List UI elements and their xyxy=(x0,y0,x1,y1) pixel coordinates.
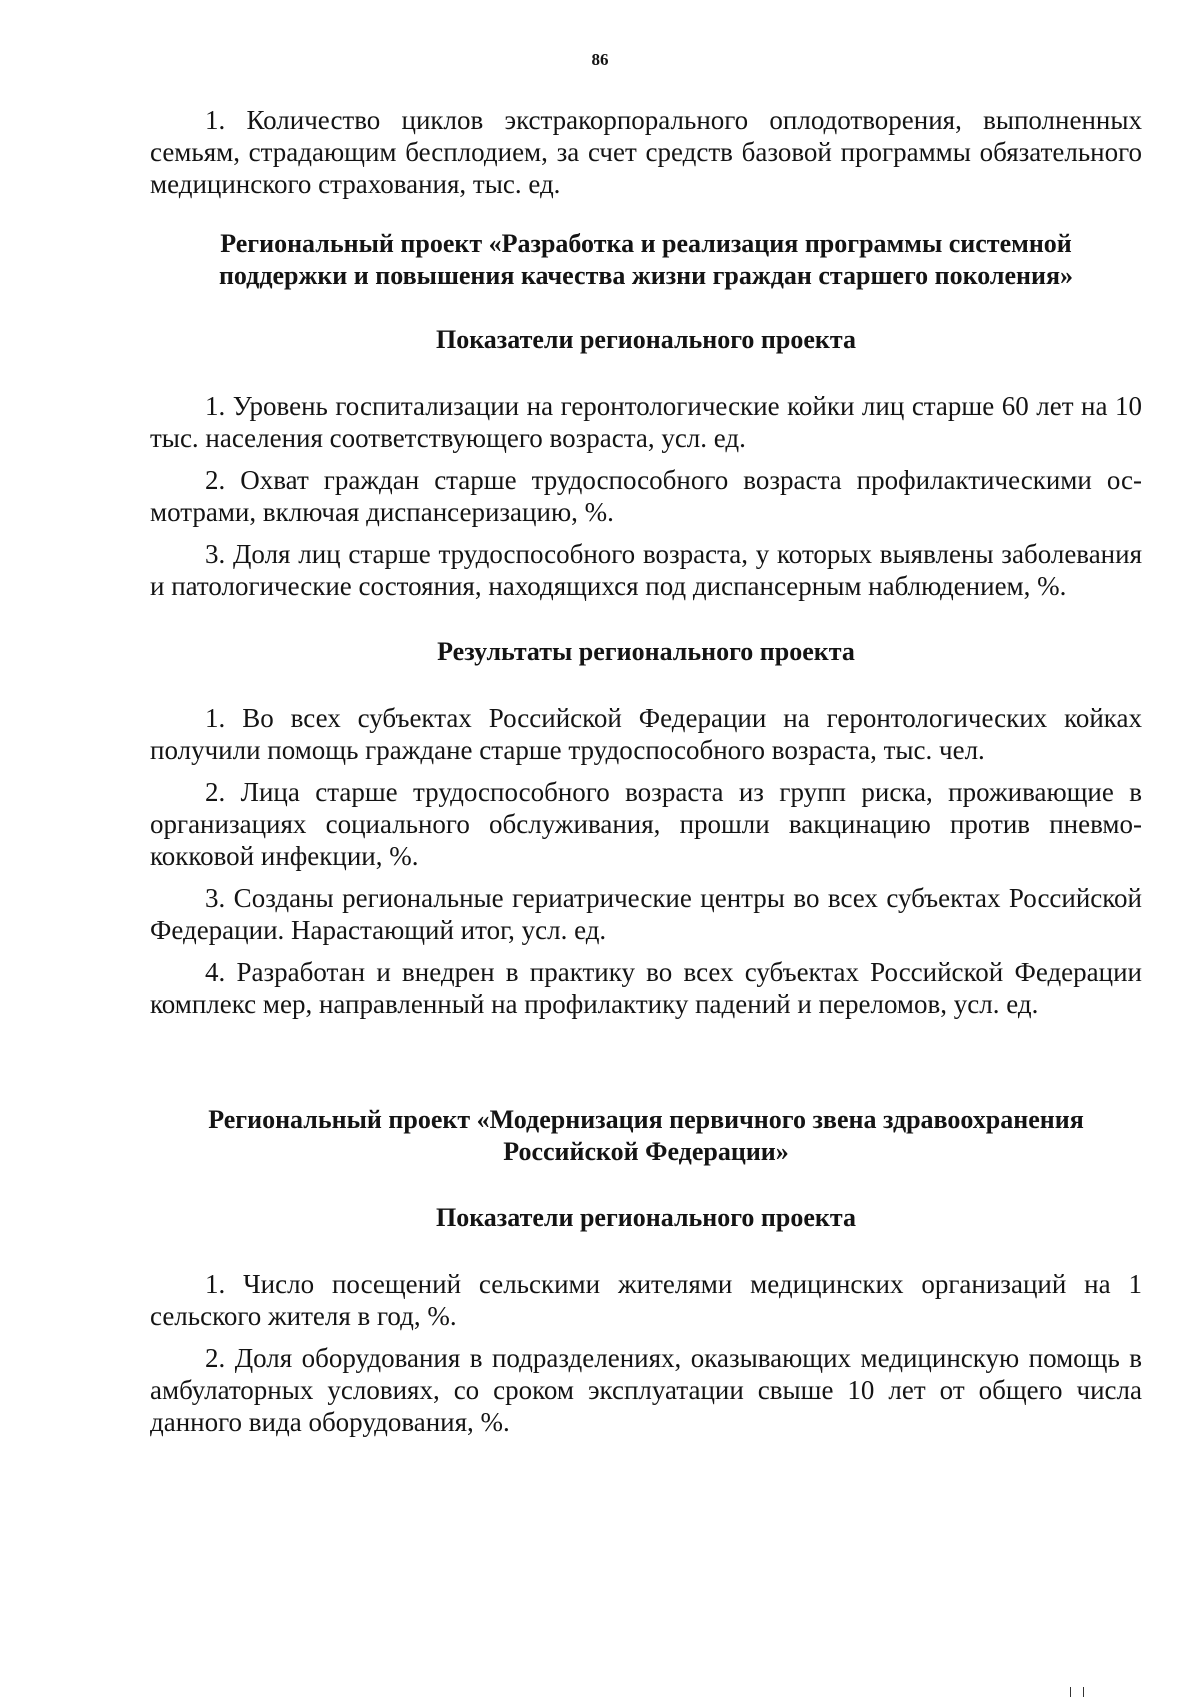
project-1-indicator-2: 2. Охват граждан старше трудоспособного возраста профилактическими осмотрами, включая диспансеризацию, %. xyxy=(150,465,1142,527)
project-1-result-1: 1. Во всех субъектах Российской Федерации на геронтологических койках получили помощь граждане старше трудоспособного возраста, тыс. чел. xyxy=(150,703,1142,765)
document-body xyxy=(150,104,1142,1438)
project-1-results-heading: Результаты регионального проекта xyxy=(437,637,855,666)
scan-edge-mark xyxy=(1070,1687,1084,1697)
project-2-indicator-1: 1. Число посещений сельскими жителями медицинских организаций на 1 сельского жителя в год, %. xyxy=(150,1269,1142,1331)
project-1-result-2: 2. Лица старше трудоспособного возраста из групп риска, проживающие в организациях социального обслуживания, прошли вакцинацию против пневмококковой инфекции, %. xyxy=(150,777,1142,871)
project-2-indicator-2: 2. Доля оборудования в подразделениях, оказывающих медицинскую помощь в амбулаторных условиях, со сроком эксплуатации свыше 10 лет от общего числа данного вида оборудования, %. xyxy=(150,1343,1142,1437)
project-1-indicator-1: 1. Уровень госпитализации на геронтологические койки лиц старше 60 лет на 10 тыс. населения соответствующего возраста, усл. ед. xyxy=(150,391,1142,453)
project-2-section xyxy=(150,1104,1142,1438)
project-2-title: Региональный проект «Модернизация первичного звена здравоохранения Российской Федерации» xyxy=(208,1105,1084,1166)
intro-item-1: 1. Количество циклов экстракорпорального оплодотворения, выполненных семьям, страдающим бесплодием, за счет средств базовой программы обязательного медицинского страхования, тыс. ед. xyxy=(150,105,1142,199)
project-1-indicators-heading: Показатели регионального проекта xyxy=(436,325,856,354)
intro-section xyxy=(150,104,1142,200)
project-1-indicators-list xyxy=(150,390,1142,602)
project-2-indicators-heading: Показатели регионального проекта xyxy=(436,1203,856,1232)
project-1-result-3: 3. Созданы региональные гериатрические центры во всех субъектах Российской Федерации. Нарастающий итог, усл. ед. xyxy=(150,883,1142,945)
project-1-result-4: 4. Разработан и внедрен в практику во всех субъектах Российской Федерации комплекс мер, направленный на профилактику падений и переломов, усл. ед. xyxy=(150,957,1142,1019)
project-1-indicator-3: 3. Доля лиц старше трудоспособного возраста, у которых выявлены заболевания и патологические состояния, находящихся под диспансерным наблюдением, %. xyxy=(150,539,1142,601)
project-2-indicators-list xyxy=(150,1268,1142,1438)
page-number: 86 xyxy=(591,50,609,69)
project-1-results-list xyxy=(150,702,1142,1020)
project-1-section xyxy=(150,228,1142,1020)
project-1-title: Региональный проект «Разработка и реализация программы системной поддержки и повышения качества жизни граждан старшего поколения» xyxy=(218,229,1074,290)
